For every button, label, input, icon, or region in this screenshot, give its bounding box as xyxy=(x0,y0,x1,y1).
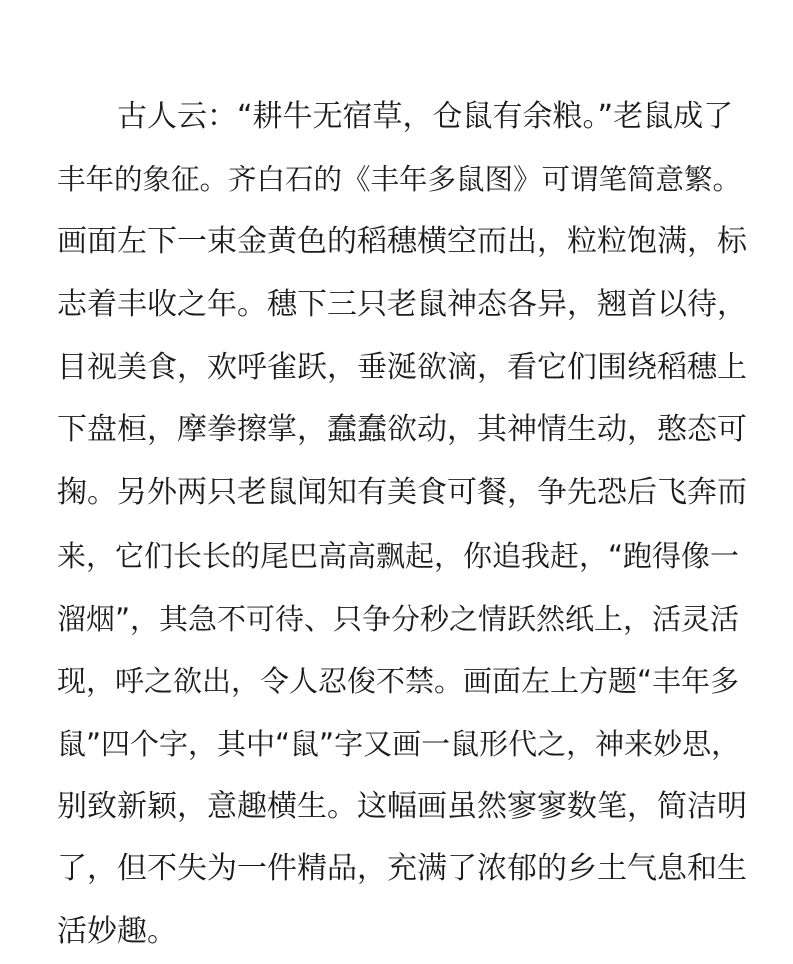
text-line: 掬。另外两只老鼠闻知有美食可餐，争先恐后飞奔而 xyxy=(57,475,747,511)
article-paragraph xyxy=(57,86,747,964)
text-line: 画面左下一束金黄色的稻穗横空而出，粒粒饱满，标 xyxy=(57,224,747,260)
text-line: 下盘桓，摩拳擦掌，蠢蠢欲动，其神情生动，憨态可 xyxy=(57,412,747,448)
text-line: 丰年的象征。齐白石的《丰年多鼠图》可谓笔简意繁。 xyxy=(57,162,742,196)
text-line: 来，它们长长的尾巴高高飘起，你追我赶，“跑得像一 xyxy=(57,538,740,573)
text-line: 古人云：“耕牛无宿草，仓鼠有余粮。”老鼠成了 xyxy=(117,99,734,134)
text-line: 目视美食，欢呼雀跃，垂涎欲滴，看它们围绕稻穗上 xyxy=(57,349,747,385)
text-line: 了，但不失为一件精品，充满了浓郁的乡土气息和生 xyxy=(57,851,747,887)
text-line: 溜烟”，其急不可待、只争分秒之情跃然纸上，活灵活 xyxy=(57,601,740,636)
text-line: 活妙趣。 xyxy=(57,913,177,949)
text-line: 别致新颖，意趣横生。这幅画虽然寥寥数笔，简洁明 xyxy=(57,788,747,824)
text-line: 志着丰收之年。穗下三只老鼠神态各异，翘首以待， xyxy=(57,287,747,323)
text-line: 鼠”四个字，其中“鼠”字又画一鼠形代之，神来妙思， xyxy=(57,726,741,761)
text-line: 现，呼之欲出，令人忍俊不禁。画面左上方题“丰年多 xyxy=(57,664,740,699)
